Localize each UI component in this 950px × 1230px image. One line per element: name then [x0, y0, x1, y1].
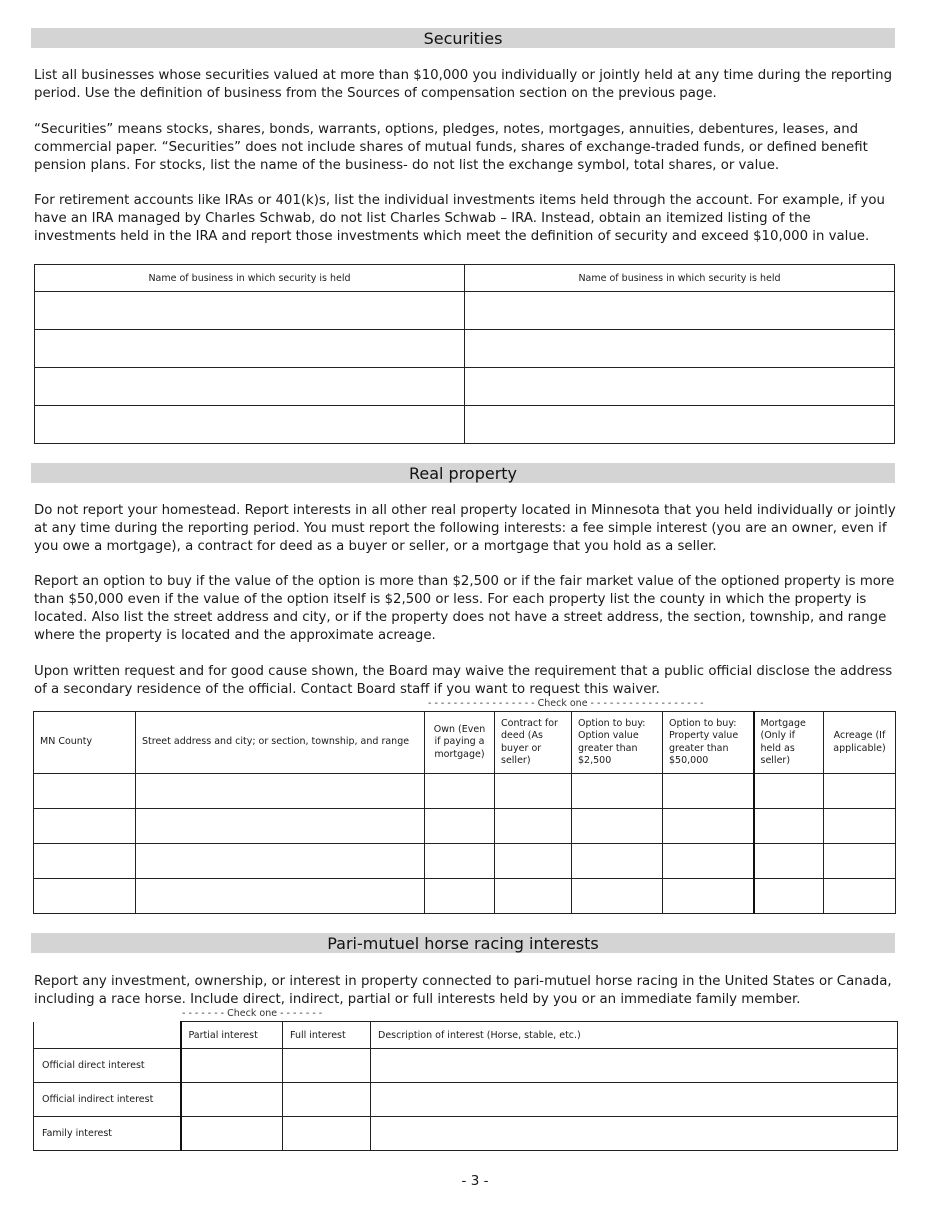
- horse-racing-intro: Report any investment, ownership, or interest in property connected to pari-mutuel horse racing in the United States or Canada, including a race horse. Include direct, indirect, partial or full interests held by you or an immediate family member.: [34, 974, 892, 1007]
- table-row: [35, 292, 895, 330]
- description-cell[interactable]: [371, 1049, 898, 1083]
- own-checkbox-cell[interactable]: [425, 879, 495, 914]
- contract-checkbox-cell[interactable]: [495, 809, 572, 844]
- description-cell[interactable]: [371, 1117, 898, 1151]
- securities-retirement-note: For retirement accounts like IRAs or 401(k)s, list the individual investments items held through the account. For example, if you have an IRA managed by Charles Schwab, do not list Charles Schwab – IRA. Instead, obtain an itemized listing of the investments held in the IRA and report those investments which meet the definition of security and exceed $10,000 in value.: [34, 193, 885, 244]
- securities-definition: “Securities” means stocks, shares, bonds, warrants, options, pledges, notes, mortgages, annuities, debentures, leases, and commercial paper. “Securities” does not include shares of mutual funds, shares of exchange-traded funds, or defined benefit pension plans. For stocks, list the name of the business- do not list the exchange symbol, total shares, or value.: [34, 122, 868, 173]
- own-checkbox-cell[interactable]: [425, 809, 495, 844]
- securities-col-header: Name of business in which security is held: [35, 265, 465, 292]
- real-property-col-header: Contract for deed (As buyer or seller): [495, 712, 572, 774]
- option-value-checkbox-cell[interactable]: [572, 844, 663, 879]
- check-one-label: - - - - - - - Check one - - - - - - -: [182, 1008, 323, 1019]
- horse-racing-col-header: Full interest: [283, 1022, 371, 1049]
- row-label: Official direct interest: [34, 1049, 181, 1083]
- mortgage-checkbox-cell[interactable]: [754, 844, 824, 879]
- securities-cell[interactable]: [35, 292, 465, 330]
- option-property-checkbox-cell[interactable]: [663, 844, 754, 879]
- contract-checkbox-cell[interactable]: [495, 844, 572, 879]
- table-row: [34, 1083, 898, 1117]
- horse-racing-table: [33, 1021, 898, 1151]
- check-one-label: - - - - - - - - - - - - - - - - - Check one - - - - - - - - - - - - - - - - - -: [428, 698, 704, 709]
- acreage-cell[interactable]: [824, 879, 896, 914]
- page-number: - 3 -: [461, 1173, 489, 1189]
- table-row: [34, 879, 896, 914]
- securities-heading: Securities: [31, 28, 895, 48]
- partial-checkbox-cell[interactable]: [181, 1083, 283, 1117]
- blank-header-cell: [34, 1022, 181, 1049]
- mortgage-checkbox-cell[interactable]: [754, 809, 824, 844]
- table-row: [34, 844, 896, 879]
- address-cell[interactable]: [136, 774, 425, 809]
- real-property-col-header: Acreage (If applicable): [824, 712, 896, 774]
- address-cell[interactable]: [136, 809, 425, 844]
- securities-cell[interactable]: [465, 330, 895, 368]
- securities-col-header: Name of business in which security is held: [465, 265, 895, 292]
- real-property-col-header: Street address and city; or section, township, and range: [136, 712, 425, 774]
- option-value-checkbox-cell[interactable]: [572, 879, 663, 914]
- option-property-checkbox-cell[interactable]: [663, 879, 754, 914]
- county-cell[interactable]: [34, 844, 136, 879]
- table-row: [34, 774, 896, 809]
- real-property-col-header: Option to buy: Option value greater than $2,500: [572, 712, 663, 774]
- mortgage-checkbox-cell[interactable]: [754, 879, 824, 914]
- real-property-table: [33, 711, 896, 914]
- table-row: [34, 809, 896, 844]
- acreage-cell[interactable]: [824, 844, 896, 879]
- row-label: Official indirect interest: [34, 1083, 181, 1117]
- securities-intro: List all businesses whose securities valued at more than $10,000 you individually or jointly held at any time during the reporting period. Use the definition of business from the Sources of compensation section on the previous page.: [34, 68, 893, 101]
- real-property-heading: Real property: [31, 463, 895, 483]
- horse-racing-col-header: Partial interest: [181, 1022, 283, 1049]
- own-checkbox-cell[interactable]: [425, 844, 495, 879]
- option-value-checkbox-cell[interactable]: [572, 774, 663, 809]
- acreage-cell[interactable]: [824, 809, 896, 844]
- horse-racing-col-header: Description of interest (Horse, stable, etc.): [371, 1022, 898, 1049]
- real-property-option-note: Report an option to buy if the value of the option is more than $2,500 or if the fair market value of the optioned property is more than $50,000 even if the value of the option itself is $2,500 or less. For each property list the county in which the property is located. Also list the street address and city, or if the property does not have a street address, the section, township, and range where the property is located and the approximate acreage.: [34, 574, 895, 643]
- row-label: Family interest: [34, 1117, 181, 1151]
- mortgage-checkbox-cell[interactable]: [754, 774, 824, 809]
- acreage-cell[interactable]: [824, 774, 896, 809]
- real-property-col-header: Mortgage (Only if held as seller): [754, 712, 824, 774]
- table-row: [35, 406, 895, 444]
- securities-cell[interactable]: [35, 406, 465, 444]
- address-cell[interactable]: [136, 844, 425, 879]
- option-property-checkbox-cell[interactable]: [663, 809, 754, 844]
- real-property-col-header: Option to buy: Property value greater than $50,000: [663, 712, 754, 774]
- full-checkbox-cell[interactable]: [283, 1049, 371, 1083]
- full-checkbox-cell[interactable]: [283, 1083, 371, 1117]
- table-row: [35, 368, 895, 406]
- option-property-checkbox-cell[interactable]: [663, 774, 754, 809]
- real-property-intro: Do not report your homestead. Report interests in all other real property located in Minnesota that you held individually or jointly at any time during the reporting period. You must report the following interests: a fee simple interest (you are an owner, even if you owe a mortgage), a contract for deed as a buyer or seller, or a mortgage that you hold as a seller.: [34, 503, 896, 554]
- securities-cell[interactable]: [35, 330, 465, 368]
- full-checkbox-cell[interactable]: [283, 1117, 371, 1151]
- county-cell[interactable]: [34, 809, 136, 844]
- table-row: [35, 330, 895, 368]
- securities-cell[interactable]: [35, 368, 465, 406]
- partial-checkbox-cell[interactable]: [181, 1049, 283, 1083]
- horse-racing-heading: Pari-mutuel horse racing interests: [31, 933, 895, 953]
- table-row: [34, 1117, 898, 1151]
- county-cell[interactable]: [34, 774, 136, 809]
- address-cell[interactable]: [136, 879, 425, 914]
- real-property-waiver-note: Upon written request and for good cause shown, the Board may waive the requirement that a public official disclose the address of a secondary residence of the official. Contact Board staff if you want to request this waiver.: [34, 664, 893, 697]
- securities-cell[interactable]: [465, 406, 895, 444]
- table-row: [34, 1049, 898, 1083]
- securities-table: [34, 264, 895, 444]
- contract-checkbox-cell[interactable]: [495, 774, 572, 809]
- own-checkbox-cell[interactable]: [425, 774, 495, 809]
- securities-cell[interactable]: [465, 292, 895, 330]
- contract-checkbox-cell[interactable]: [495, 879, 572, 914]
- real-property-col-header: MN County: [34, 712, 136, 774]
- securities-cell[interactable]: [465, 368, 895, 406]
- partial-checkbox-cell[interactable]: [181, 1117, 283, 1151]
- option-value-checkbox-cell[interactable]: [572, 809, 663, 844]
- real-property-col-header: Own (Even if paying a mortgage): [425, 712, 495, 774]
- county-cell[interactable]: [34, 879, 136, 914]
- description-cell[interactable]: [371, 1083, 898, 1117]
